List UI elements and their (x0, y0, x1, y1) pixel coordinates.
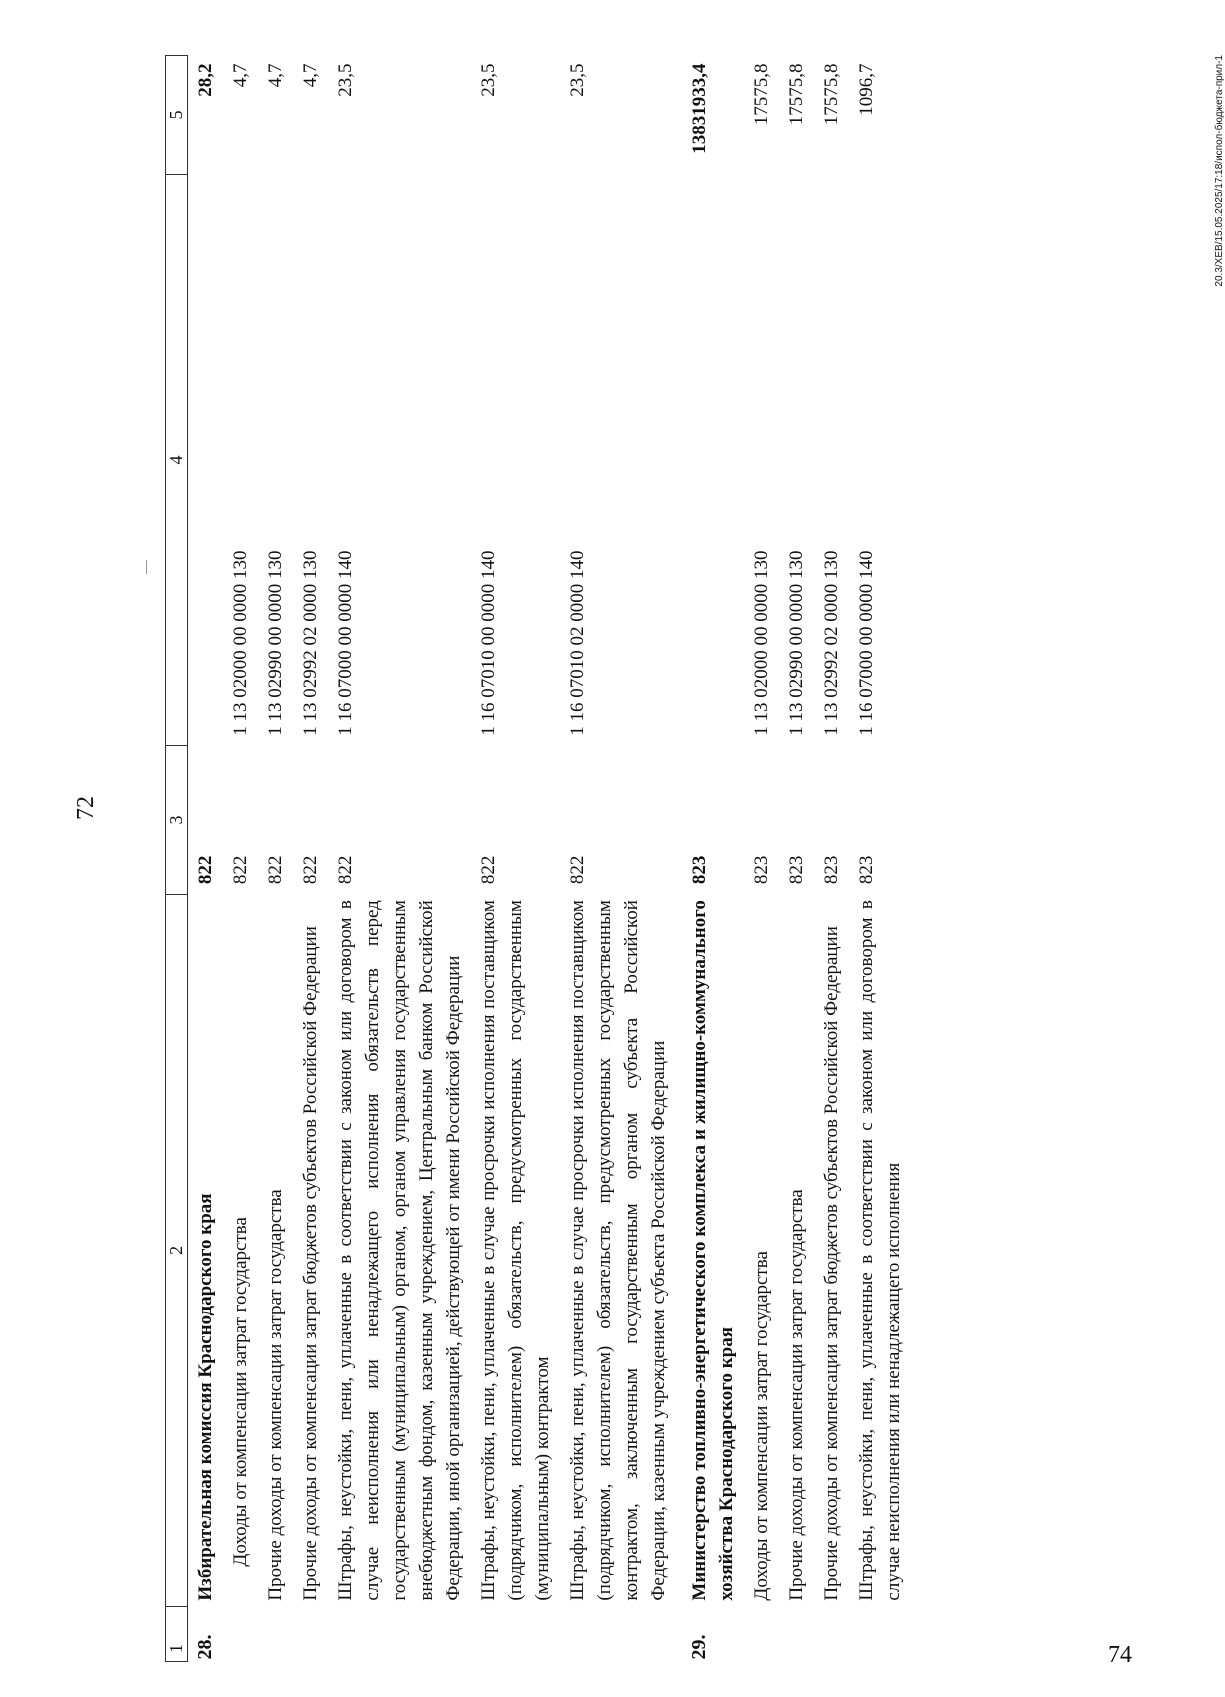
row-amount: 23,5 (335, 63, 356, 97)
table-row (814, 56, 849, 1662)
budget-table (165, 55, 911, 1662)
row-name: Прочие доходы от компенсации затрат бюджетов субъектов Российской Федерации (300, 926, 321, 1601)
row-admin-code: 823 (751, 855, 772, 885)
row-revenue-code: 1 13 02990 00 0000 130 (265, 550, 286, 736)
row-admin-code: 822 (300, 855, 321, 885)
row-number (560, 1607, 676, 1662)
table-row (223, 56, 258, 1662)
header-col-4: 4 (166, 174, 188, 745)
table-row (471, 56, 560, 1662)
table-row (293, 56, 328, 1662)
row-number (293, 1607, 328, 1662)
row-name: Штрафы, неустойки, пени, уплаченные в случае просрочки исполнения поставщиком (подрядчиком, исполнителем) обязательств, предусмотренных государственным (муниципальным) контрактом (478, 900, 553, 1601)
row-revenue-code: 1 16 07000 00 0000 140 (856, 550, 877, 736)
row-admin-code: 823 (856, 855, 877, 885)
table-row (188, 56, 224, 1662)
row-amount: 23,5 (478, 63, 499, 97)
row-number: 28. (194, 1634, 216, 1660)
row-number (814, 1607, 849, 1662)
row-amount: 4,7 (230, 63, 251, 88)
row-admin-code: 823 (689, 855, 710, 885)
row-number (849, 1607, 911, 1662)
row-revenue-code: 1 13 02000 00 0000 130 (230, 550, 251, 736)
row-number (471, 1607, 560, 1662)
row-number: 29. (688, 1634, 710, 1660)
row-admin-code: 823 (821, 855, 842, 885)
row-revenue-code: 1 13 02000 00 0000 130 (751, 550, 772, 736)
row-admin-code: 822 (478, 855, 499, 885)
row-name: Доходы от компенсации затрат государства (751, 1251, 772, 1601)
row-name: Штрафы, неустойки, пени, уплаченные в случае просрочки исполнения поставщиком (подрядчиком, исполнителем) обязательств, предусмотренных государственным контрактом, заключенным государственным органом субъекта Российской Федерации, казенным учреждением субъекта Российской Федерации (567, 900, 669, 1601)
row-amount: 23,5 (567, 63, 588, 97)
row-revenue-code: 1 13 02992 02 0000 130 (821, 550, 842, 736)
row-revenue-code: 1 16 07010 00 0000 140 (478, 550, 499, 736)
row-amount: 1096,7 (856, 63, 877, 116)
row-name: Штрафы, неустойки, пени, уплаченные в соответствии с законом или договором в случае неисполнения или ненадлежащего исполнения обязательств перед государственным (муниципальным) органом, органом управления государственным внебюджетным фондом, казенным учреждением, Центральным банком Российской Федерации, иной организацией, действующей от имени Российской Федерации (335, 900, 464, 1601)
table-row (560, 56, 676, 1662)
row-revenue-code: 1 13 02992 02 0000 130 (300, 550, 321, 736)
header-col-1: 1 (166, 1607, 188, 1662)
table-row (258, 56, 293, 1662)
table-row (744, 56, 779, 1662)
row-admin-code: 822 (265, 855, 286, 885)
row-name: Штрафы, неустойки, пени, уплаченные в соответствии с законом или договором в случае неисполнения или ненадлежащего исполнения (856, 900, 904, 1601)
row-amount: 28,2 (195, 63, 216, 97)
row-admin-code: 822 (335, 855, 356, 885)
header-col-3: 3 (166, 746, 188, 894)
row-number (223, 1607, 258, 1662)
row-amount: 17575,8 (821, 63, 842, 126)
row-admin-code: 822 (195, 855, 216, 885)
table-row (676, 56, 744, 1662)
row-name: Прочие доходы от компенсации затрат бюджетов субъектов Российской Федерации (821, 926, 842, 1601)
row-revenue-code: 1 16 07010 02 0000 140 (567, 550, 588, 736)
row-name: Доходы от компенсации затрат государства (230, 1217, 251, 1567)
row-amount: 17575,8 (786, 63, 807, 126)
row-number (258, 1607, 293, 1662)
row-amount: 4,7 (300, 63, 321, 88)
row-number (328, 1607, 471, 1662)
header-col-2: 2 (166, 894, 188, 1606)
row-admin-code: 823 (786, 855, 807, 885)
scan-mark (146, 560, 147, 574)
row-admin-code: 822 (230, 855, 251, 885)
row-number (744, 1607, 779, 1662)
table-row (779, 56, 814, 1662)
row-admin-code: 822 (567, 855, 588, 885)
row-name: Избирательная комиссия Краснодарского края (195, 1193, 216, 1601)
table-header-row (166, 56, 188, 1662)
row-number (779, 1607, 814, 1662)
row-name: Прочие доходы от компенсации затрат государства (786, 1189, 807, 1601)
rotated-page (165, 55, 1225, 1662)
page-number-top: 72 (73, 796, 99, 820)
page-number-bottom: 74 (1108, 1642, 1132, 1668)
row-revenue-code: 1 16 07000 00 0000 140 (335, 550, 356, 736)
row-revenue-code: 1 13 02990 00 0000 130 (786, 550, 807, 736)
header-col-5: 5 (166, 56, 188, 175)
row-revenue-code (676, 174, 744, 745)
footer-reference: 20.3/XEB/15.05.2025/17:18/испол-бюджета-прил-1 (1214, 55, 1225, 287)
row-revenue-code (188, 174, 224, 745)
row-amount: 17575,8 (751, 63, 772, 126)
row-amount: 13831933,4 (689, 63, 710, 154)
table-row (849, 56, 911, 1662)
row-name: Прочие доходы от компенсации затрат государства (265, 1189, 286, 1601)
table-row (328, 56, 471, 1662)
row-name: Министерство топливно-энергетического комплекса и жилищно-коммунального хозяйства Краснодарского края (689, 900, 737, 1601)
row-amount: 4,7 (265, 63, 286, 88)
